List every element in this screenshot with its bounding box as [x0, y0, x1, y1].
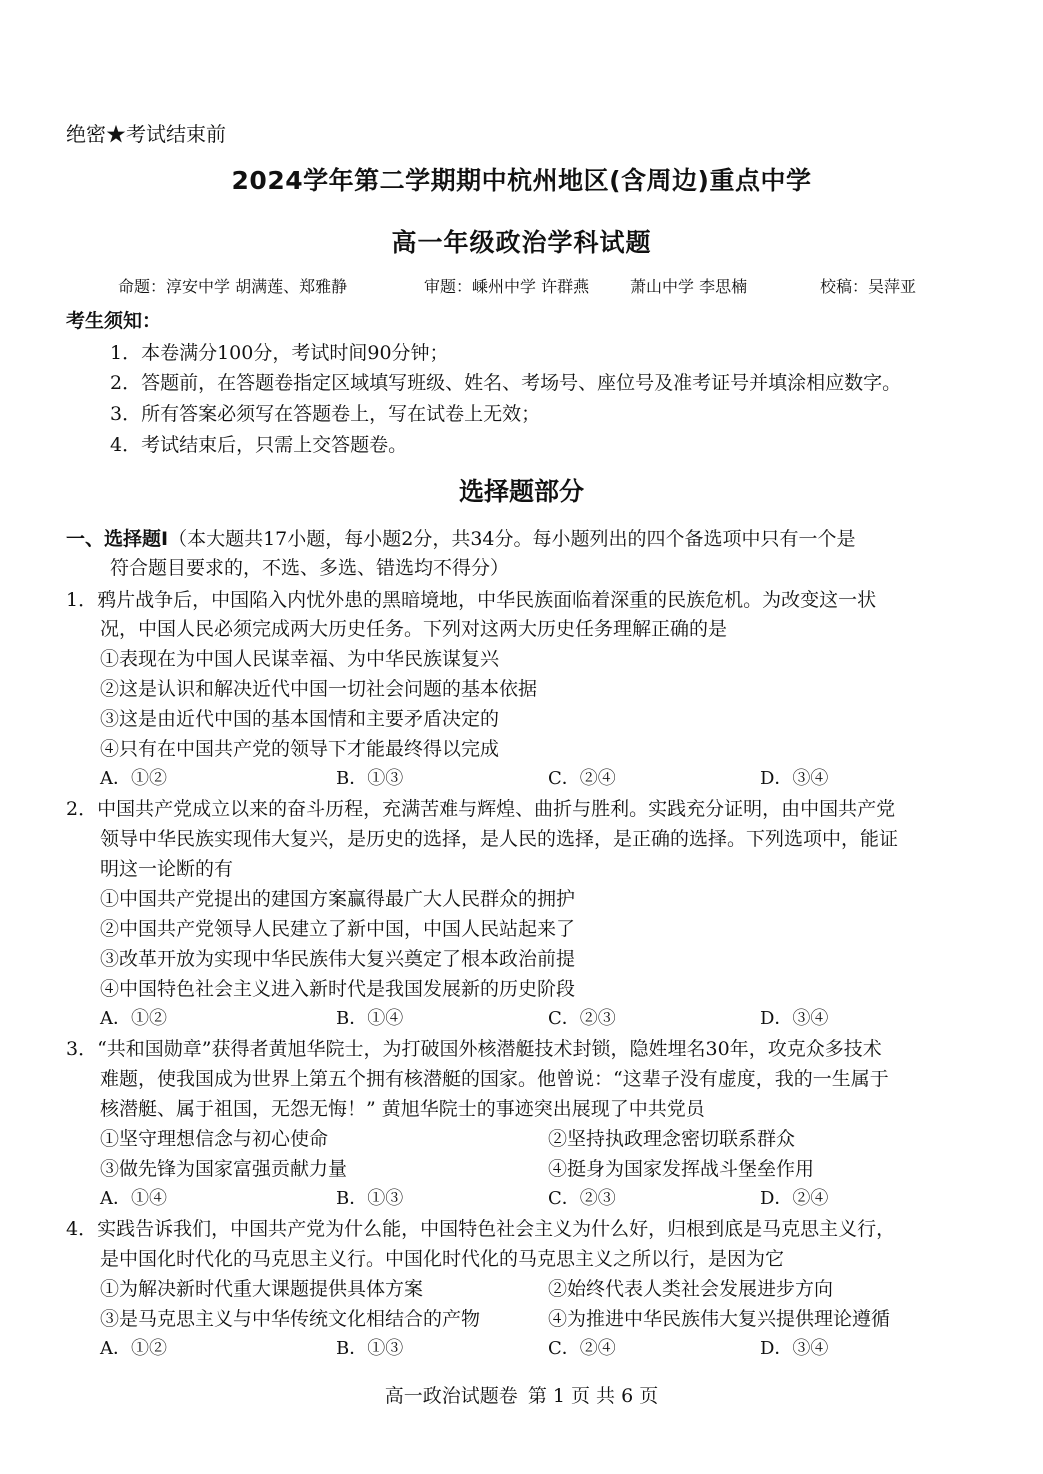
question-2-option-c[interactable]: C．②③: [548, 1008, 616, 1029]
question-1-statement: ②这是认识和解决近代中国一切社会问题的基本依据: [100, 678, 538, 700]
footer-paper-name: 高一政治试题卷: [384, 1385, 518, 1407]
question-2-stem: 2．中国共产党成立以来的奋斗历程，充满苦难与辉煌、曲折与胜利。实践充分证明，由中国共产党: [66, 798, 896, 820]
question-2-statement: ①中国共产党提出的建国方案赢得最广大人民群众的拥护: [100, 888, 576, 910]
question-2-stem-cont: 领导中华民族实现伟大复兴，是历史的选择，是人民的选择，是正确的选择。下列选项中，能证: [100, 828, 899, 850]
notice-item: 4．考试结束后，只需上交答题卷。: [110, 434, 408, 456]
question-1-stem: 1．鸦片战争后，中国陷入内忧外患的黑暗境地，中华民族面临着深重的民族危机。为改变这一状: [66, 589, 877, 611]
question-4-option-b[interactable]: B．①③: [336, 1338, 404, 1359]
section-intro-label: 一、选择题Ⅰ: [66, 528, 169, 550]
credit-proofreader: 校稿：吴萍亚: [820, 277, 917, 296]
question-2-statement: ②中国共产党领导人民建立了新中国，中国人民站起来了: [100, 918, 576, 940]
question-3-option-c[interactable]: C．②③: [548, 1188, 616, 1209]
question-2-statement: ④中国特色社会主义进入新时代是我国发展新的历史阶段: [100, 978, 576, 1000]
question-3-option-a[interactable]: A．①④: [100, 1188, 167, 1209]
section-intro-text: （本大题共17小题，每小题2分，共34分。每小题列出的四个备选项中只有一个是: [168, 528, 856, 550]
question-3-statement: ④挺身为国家发挥战斗堡垒作用: [548, 1158, 815, 1180]
credit-reviewer-2: 萧山中学 李思楠: [630, 277, 748, 296]
question-1-statement: ③这是由近代中国的基本国情和主要矛盾决定的: [100, 708, 500, 730]
question-4-statement: ③是马克思主义与中华传统文化相结合的产物: [100, 1308, 481, 1330]
question-1-option-b[interactable]: B．①③: [336, 768, 404, 789]
section-intro-cont: 符合题目要求的，不选、多选、错选均不得分）: [110, 557, 510, 579]
question-1-option-d[interactable]: D．③④: [760, 768, 829, 789]
question-4-option-d[interactable]: D．③④: [760, 1338, 829, 1359]
credit-author: 命题：淳安中学 胡满莲、郑雅静: [118, 277, 348, 296]
question-3-option-b[interactable]: B．①③: [336, 1188, 404, 1209]
question-4-option-c[interactable]: C．②④: [548, 1338, 616, 1359]
question-4-statement: ④为推进中华民族伟大复兴提供理论遵循: [548, 1308, 891, 1330]
question-4-statement: ②始终代表人类社会发展进步方向: [548, 1278, 834, 1300]
question-3-stem: 3．“共和国勋章”获得者黄旭华院士，为打破国外核潜艇技术封锁，隐姓埋名30年，攻克众多技术: [66, 1038, 882, 1060]
exam-title: 2024学年第二学期期中杭州地区(含周边)重点中学: [231, 166, 812, 195]
question-3-stem-cont: 核潜艇、属于祖国，无怨无悔！” 黄旭华院士的事迹突出展现了中共党员: [100, 1098, 705, 1120]
question-1-option-c[interactable]: C．②④: [548, 768, 616, 789]
notice-item: 3．所有答案必须写在答题卷上，写在试卷上无效；: [110, 403, 541, 425]
question-4-stem: 4．实践告诉我们，中国共产党为什么能，中国特色社会主义为什么好，归根到底是马克思主义行，: [66, 1218, 896, 1240]
question-3-stem-cont: 难题，使我国成为世界上第五个拥有核潜艇的国家。他曾说：“这辈子没有虚度，我的一生属于: [100, 1068, 889, 1090]
question-3-statement: ③做先锋为国家富强贡献力量: [100, 1158, 348, 1180]
question-2-statement: ③改革开放为实现中华民族伟大复兴奠定了根本政治前提: [100, 948, 576, 970]
question-1-statement: ④只有在中国共产党的领导下才能最终得以完成: [100, 738, 500, 760]
question-2-stem-cont: 明这一论断的有: [100, 858, 234, 880]
notice-item: 1．本卷满分100分，考试时间90分钟；: [110, 342, 449, 364]
question-1-option-a[interactable]: A．①②: [100, 768, 167, 789]
notice-item: 2．答题前，在答题卷指定区域填写班级、姓名、考场号、座位号及准考证号并填涂相应数字。: [110, 372, 902, 394]
section-title: 选择题部分: [458, 477, 584, 506]
question-4-option-a[interactable]: A．①②: [100, 1338, 167, 1359]
confidential-label: 绝密★考试结束前: [66, 122, 226, 146]
page-footer: [0, 1381, 1043, 1408]
question-3-statement: ①坚守理想信念与初心使命: [100, 1128, 329, 1150]
question-2-option-a[interactable]: A．①②: [100, 1008, 167, 1029]
exam-subtitle: 高一年级政治学科试题: [391, 228, 652, 257]
question-4-stem-cont: 是中国化时代化的马克思主义行。中国化时代化的马克思主义之所以行，是因为它: [100, 1248, 785, 1270]
question-2-option-b[interactable]: B．①④: [336, 1008, 404, 1029]
section-intro: [66, 524, 856, 551]
question-3-statement: ②坚持执政理念密切联系群众: [548, 1128, 796, 1150]
notice-heading: 考生须知：: [66, 310, 162, 332]
footer-page-number: 第 1 页 共 6 页: [527, 1385, 659, 1407]
question-1-statement: ①表现在为中国人民谋幸福、为中华民族谋复兴: [100, 648, 500, 670]
question-1-stem-cont: 况，中国人民必须完成两大历史任务。下列对这两大历史任务理解正确的是: [100, 618, 728, 640]
question-3-option-d[interactable]: D．②④: [760, 1188, 829, 1209]
question-4-statement: ①为解决新时代重大课题提供具体方案: [100, 1278, 424, 1300]
credit-reviewer-1: 审题：嵊州中学 许群燕: [424, 277, 590, 296]
question-2-option-d[interactable]: D．③④: [760, 1008, 829, 1029]
